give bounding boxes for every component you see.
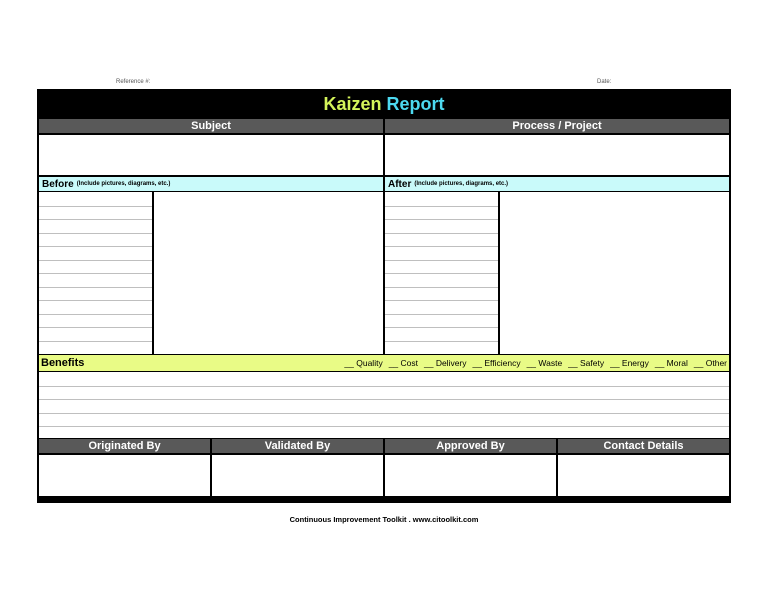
ruled-line [39,327,152,328]
ruled-line [385,233,498,234]
after-picture-area[interactable] [500,192,729,354]
contact-details-header: Contact Details [558,439,729,453]
ruled-line [385,206,498,207]
before-label: Before [42,178,74,190]
ruled-line [39,233,152,234]
benefit-option-moral[interactable]: __ Moral [654,358,688,368]
after-header [385,177,729,191]
ruled-line [39,314,152,315]
footer-credit: Continuous Improvement Toolkit . www.citoolkit.com [289,515,479,524]
benefit-option-safety[interactable]: __ Safety [568,358,605,368]
contact-details-field[interactable] [558,455,729,496]
ruled-line [385,260,498,261]
approved-by-field[interactable] [385,455,556,496]
ruled-line [39,260,152,261]
reference-label: Reference #: [116,79,151,85]
originated-by-header: Originated By [39,439,210,453]
benefits-notes-area[interactable] [39,372,729,438]
ruled-line [385,314,498,315]
ruled-line [39,206,152,207]
benefit-option-cost[interactable]: __ Cost [388,358,418,368]
before-note: (Include pictures, diagrams, etc.) [76,181,171,187]
report-title [37,89,731,119]
ruled-line [39,300,152,301]
benefit-option-energy[interactable]: __ Energy [610,358,649,368]
originated-by-field[interactable] [39,455,210,496]
title-word-report: Report [386,93,445,114]
date-label: Date: [597,79,612,85]
validated-by-header: Validated By [212,439,383,453]
validated-by-field[interactable] [212,455,383,496]
subject-field[interactable] [39,135,383,175]
ruled-line [385,273,498,274]
ruled-line [385,219,498,220]
ruled-line [39,341,152,342]
ruled-line [39,399,729,400]
benefit-option-other[interactable]: __ Other [693,358,727,368]
ruled-line [39,219,152,220]
ruled-line [39,413,729,414]
after-note: (Include pictures, diagrams, etc.) [414,181,509,187]
after-list-column[interactable] [385,192,498,354]
approved-by-header: Approved By [385,439,556,453]
ruled-line [385,287,498,288]
benefit-option-delivery[interactable]: __ Delivery [424,358,467,368]
benefits-label: Benefits [41,357,85,369]
benefit-option-waste[interactable]: __ Waste [526,358,563,368]
process-field[interactable] [385,135,729,175]
before-list-column[interactable] [39,192,152,354]
ruled-line [385,246,498,247]
ruled-line [385,341,498,342]
process-header: Process / Project [385,119,729,133]
before-header [39,177,383,191]
after-label: After [388,178,412,190]
ruled-line [39,287,152,288]
benefit-option-quality[interactable]: __ Quality [344,358,383,368]
ruled-line [385,300,498,301]
benefit-option-efficiency[interactable]: __ Efficiency [472,358,521,368]
benefit-options [344,358,729,368]
title-word-kaizen: Kaizen [323,93,382,114]
ruled-line [39,386,729,387]
before-picture-area[interactable] [154,192,383,354]
ruled-line [39,246,152,247]
benefits-header [39,355,729,371]
ruled-line [39,426,729,427]
ruled-line [385,327,498,328]
kaizen-report-form [37,89,731,503]
ruled-line [39,273,152,274]
subject-header: Subject [39,119,383,133]
